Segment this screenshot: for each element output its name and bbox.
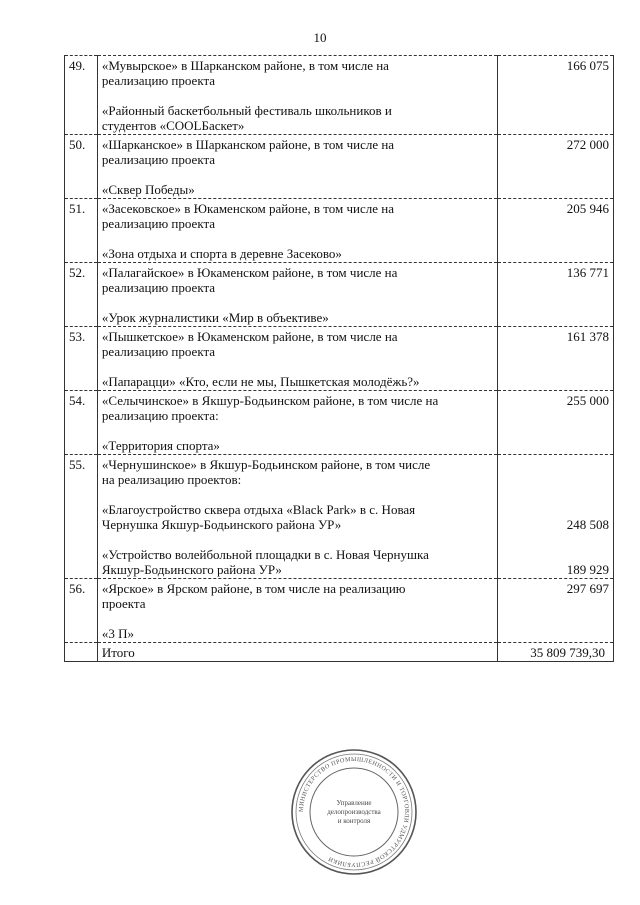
- page-number: 10: [313, 30, 327, 45]
- spacer: [502, 472, 609, 487]
- project-line: «Устройство волейбольной площадки в с. Новая Чернушка: [101, 547, 429, 562]
- row-number: 53.: [65, 327, 98, 391]
- description-line: реализацию проекта:: [101, 408, 219, 423]
- row-description: [97, 455, 497, 579]
- row-description: [97, 199, 497, 263]
- row-description: [97, 135, 497, 199]
- row-amount: [497, 135, 613, 199]
- row-description: [97, 579, 497, 643]
- amount-value: 205 946: [566, 201, 609, 216]
- official-seal: [289, 747, 419, 877]
- table-row: [65, 455, 614, 579]
- project-line: Чернушка Якшур-Бодьинского района УР»: [101, 517, 342, 532]
- description-line: реализацию проекта: [101, 280, 216, 295]
- description-line: реализацию проекта: [101, 216, 216, 231]
- amount-value: 255 000: [566, 393, 609, 408]
- description-line: «Засековское» в Юкаменском районе, в том числе на: [101, 201, 395, 216]
- amount-value: 166 075: [566, 58, 609, 73]
- project-amount: 189 929: [566, 562, 609, 577]
- amount-value: 161 378: [566, 329, 609, 344]
- table-row: [65, 327, 614, 391]
- description-line: «Ярское» в Ярском районе, в том числе на реализацию: [101, 581, 406, 596]
- spacer: [502, 532, 609, 547]
- total-number-cell: [65, 643, 98, 662]
- project-line: «Урок журналистики «Мир в объективе»: [101, 310, 329, 325]
- description-line: реализацию проекта: [101, 73, 216, 88]
- description-line: «Шарканское» в Шарканском районе, в том числе на: [101, 137, 395, 152]
- spacer: [102, 359, 493, 374]
- project-line: «Зона отдыха и спорта в деревне Засеково»: [101, 246, 342, 261]
- seal-center-line: и контроля: [337, 817, 371, 825]
- amount-value: 272 000: [566, 137, 609, 152]
- spacer: [102, 532, 493, 547]
- project-line: «Сквер Победы»: [101, 182, 195, 197]
- spacer: [502, 457, 609, 472]
- row-amount: [497, 327, 613, 391]
- row-number: 49.: [65, 56, 98, 135]
- total-amount: 35 809 739,30: [497, 643, 613, 662]
- spacer: [102, 487, 493, 502]
- description-line: реализацию проекта: [101, 344, 216, 359]
- total-row: [65, 643, 614, 662]
- table-row: [65, 56, 614, 135]
- spacer: [102, 88, 493, 103]
- project-amount: 248 508: [566, 517, 609, 532]
- seal-center-line: Управление: [336, 799, 372, 807]
- table-row: [65, 391, 614, 455]
- row-amount: [497, 199, 613, 263]
- spacer: [102, 611, 493, 626]
- spacer: [502, 547, 609, 562]
- row-amount: [497, 579, 613, 643]
- description-line: «Селычинское» в Якшур-Бодьинском районе, в том числе на: [101, 393, 439, 408]
- description-line: «Палагайское» в Юкаменском районе, в том числе на: [101, 265, 398, 280]
- spacer: [102, 423, 493, 438]
- table-row: [65, 199, 614, 263]
- description-line: на реализацию проектов:: [101, 472, 242, 487]
- row-number: 55.: [65, 455, 98, 579]
- project-line: Якшур-Бодьинского района УР»: [101, 562, 282, 577]
- table-body: [65, 56, 614, 662]
- description-line: проекта: [101, 596, 146, 611]
- seal-center-line: делопроизводства: [327, 808, 381, 816]
- row-description: [97, 391, 497, 455]
- seal-ring-text: МИНИСТЕРСТВО ПРОМЫШЛЕННОСТИ И ТОРГОВЛИ УДМУРТСКОЙ РЕСПУБЛИКИ: [297, 755, 411, 869]
- table-row: [65, 263, 614, 327]
- row-amount: [497, 263, 613, 327]
- row-amount: [497, 56, 613, 135]
- spacer: [102, 295, 493, 310]
- row-number: 50.: [65, 135, 98, 199]
- project-line: «Районный баскетбольный фестиваль школьников и: [101, 103, 392, 118]
- table-row: [65, 579, 614, 643]
- spacer: [502, 487, 609, 502]
- spacer: [102, 231, 493, 246]
- spacer: [102, 167, 493, 182]
- row-description: [97, 263, 497, 327]
- project-line: «Территория спорта»: [101, 438, 220, 453]
- row-number: 56.: [65, 579, 98, 643]
- project-line: «Папарацци» «Кто, если не мы, Пышкетская молодёжь?»: [101, 374, 420, 389]
- description-line: «Пышкетское» в Юкаменском районе, в том числе на: [101, 329, 398, 344]
- total-label: Итого: [97, 643, 497, 662]
- row-amount: [497, 455, 613, 579]
- project-line: «3 П»: [101, 626, 135, 641]
- project-line: студентов «COOLБаскет»: [101, 118, 245, 133]
- row-number: 54.: [65, 391, 98, 455]
- row-description: [97, 327, 497, 391]
- row-number: 52.: [65, 263, 98, 327]
- amount-value: 136 771: [566, 265, 609, 280]
- table-row: [65, 135, 614, 199]
- amount-value: 297 697: [566, 581, 609, 596]
- description-line: «Чернушинское» в Якшур-Бодьинском районе, в том числе: [101, 457, 431, 472]
- grants-table: [64, 55, 614, 662]
- project-line: «Благоустройство сквера отдыха «Black Park» в с. Новая: [101, 502, 416, 517]
- row-description: [97, 56, 497, 135]
- description-line: реализацию проекта: [101, 152, 216, 167]
- row-number: 51.: [65, 199, 98, 263]
- spacer: [502, 502, 609, 517]
- row-amount: [497, 391, 613, 455]
- description-line: «Мувырское» в Шарканском районе, в том числе на: [101, 58, 389, 73]
